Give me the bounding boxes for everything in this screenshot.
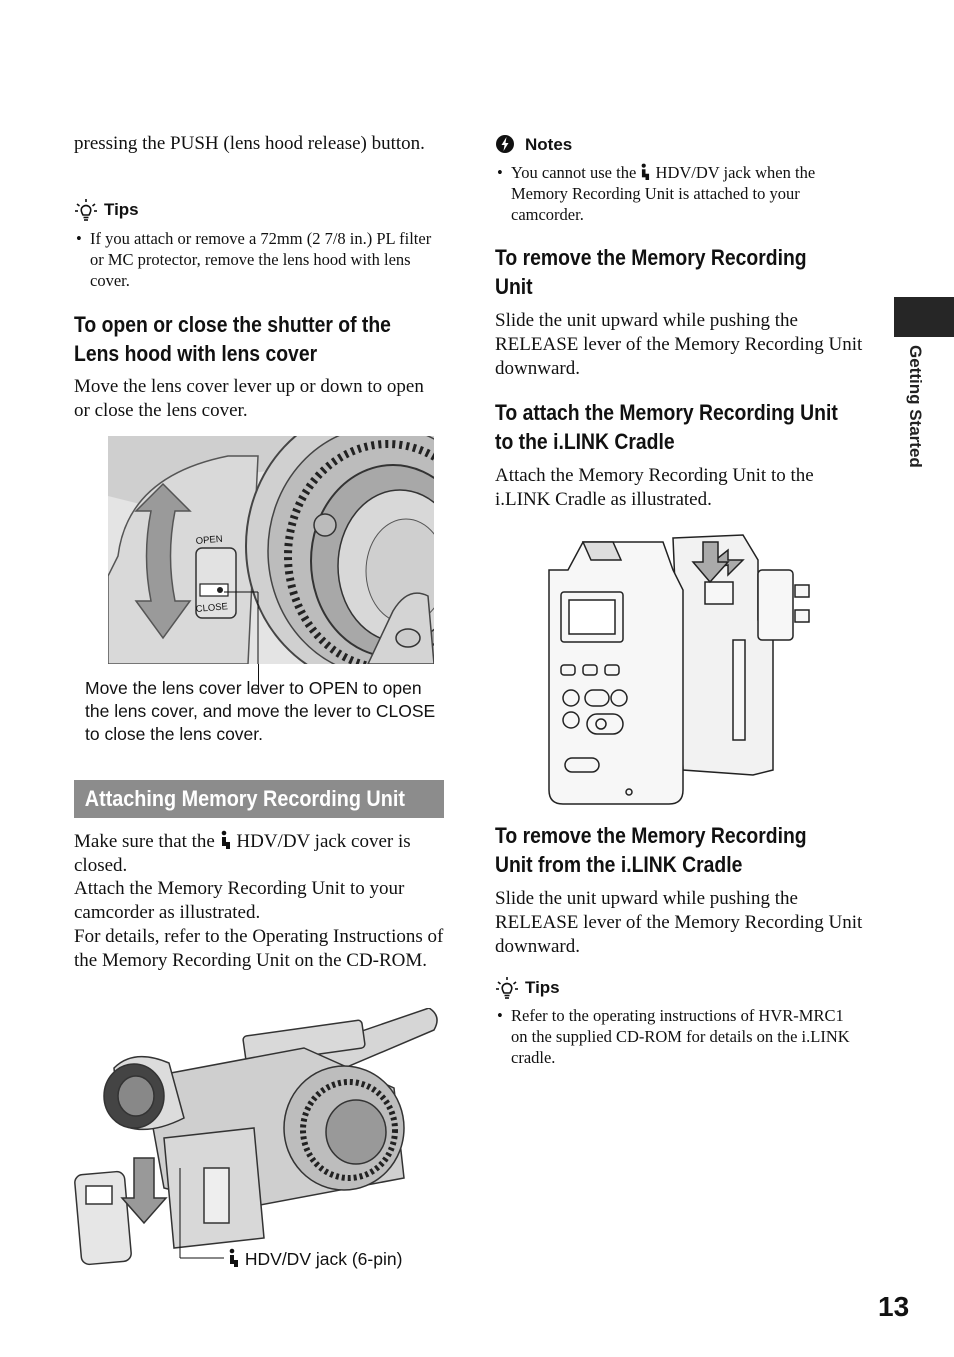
- ilink-icon: [220, 830, 232, 849]
- attach-paragraph-1: [74, 830, 446, 878]
- ilink-icon: [640, 163, 651, 180]
- lightbulb-icon: [495, 976, 519, 1000]
- jack-caption: [228, 1248, 402, 1271]
- jack-caption-text: HDV/DV jack (6-pin): [244, 1249, 403, 1269]
- shutter-heading-line2: Lens hood with lens cover: [74, 341, 318, 366]
- note-item: • You cannot use the HDV/DV jack when the Memory Recording Unit is attached to your camcorder.: [497, 163, 816, 224]
- intro-paragraph: pressing the PUSH (lens hood release) button.: [74, 133, 425, 154]
- attach-paragraph-2: Attach the Memory Recording Unit to your camcorder as illustrated.: [74, 878, 405, 923]
- lens-hood-illustration: [108, 436, 434, 664]
- chapter-tab-label: Getting Started: [906, 345, 925, 468]
- cradle-illustration: [543, 530, 815, 812]
- remove-heading-line1: To remove the Memory Recording: [495, 245, 807, 270]
- chapter-tab-marker: [894, 297, 954, 337]
- remove-heading-line2: Unit: [495, 274, 533, 299]
- attach-cradle-paragraph: Attach the Memory Recording Unit to the i.LINK Cradle as illustrated.: [495, 465, 814, 510]
- attach-paragraph-3: For details, refer to the Operating Instructions of the Memory Recording Unit on the CD-ROM.: [74, 926, 444, 971]
- shutter-caption: Move the lens cover lever to OPEN to open the lens cover, and move the lever to CLOSE to close the lens cover.: [85, 678, 436, 744]
- tips-heading: Tips: [525, 978, 560, 997]
- shutter-heading-line1: To open or close the shutter of the: [74, 312, 391, 337]
- chapter-tab: [905, 345, 925, 485]
- tip-item: • Refer to the operating instructions of HVR-MRC1 on the supplied CD-ROM for details on the i.LINK cradle.: [497, 1006, 850, 1067]
- tips-heading: Tips: [104, 200, 139, 219]
- remove-paragraph: Slide the unit upward while pushing the RELEASE lever of the Memory Recording Unit downward.: [495, 310, 863, 379]
- attach-p1-after: HDV/DV jack cover is closed.: [74, 831, 411, 876]
- section-title: Attaching Memory Recording Unit: [84, 786, 405, 811]
- note-icon: [495, 134, 515, 154]
- note-text-after: HDV/DV jack when the Memory Recording Unit is attached to your camcorder.: [511, 163, 816, 224]
- camcorder-illustration: [74, 1008, 446, 1270]
- close-label: CLOSE: [195, 601, 229, 615]
- attach-cradle-heading-line2: to the i.LINK Cradle: [495, 429, 675, 454]
- note-text-before: You cannot use the: [511, 163, 637, 182]
- ilink-icon: [228, 1248, 240, 1267]
- remove-cradle-heading-line2: Unit from the i.LINK Cradle: [495, 852, 743, 877]
- attach-p1-before: Make sure that the: [74, 831, 215, 852]
- remove-cradle-paragraph: Slide the unit upward while pushing the RELEASE lever of the Memory Recording Unit downward.: [495, 888, 863, 957]
- page-number: 13: [878, 1291, 910, 1322]
- section-title-bar: [74, 780, 444, 818]
- shutter-paragraph: Move the lens cover lever up or down to open or close the lens cover.: [74, 376, 424, 421]
- notes-heading: Notes: [525, 135, 573, 154]
- open-label: OPEN: [195, 533, 224, 547]
- remove-cradle-heading-line1: To remove the Memory Recording: [495, 823, 807, 848]
- lightbulb-icon: [74, 198, 98, 222]
- attach-cradle-heading-line1: To attach the Memory Recording Unit: [495, 400, 838, 425]
- tip-item: • If you attach or remove a 72mm (2 7/8 in.) PL filter or MC protector, remove the lens hood with lens cover.: [76, 229, 432, 290]
